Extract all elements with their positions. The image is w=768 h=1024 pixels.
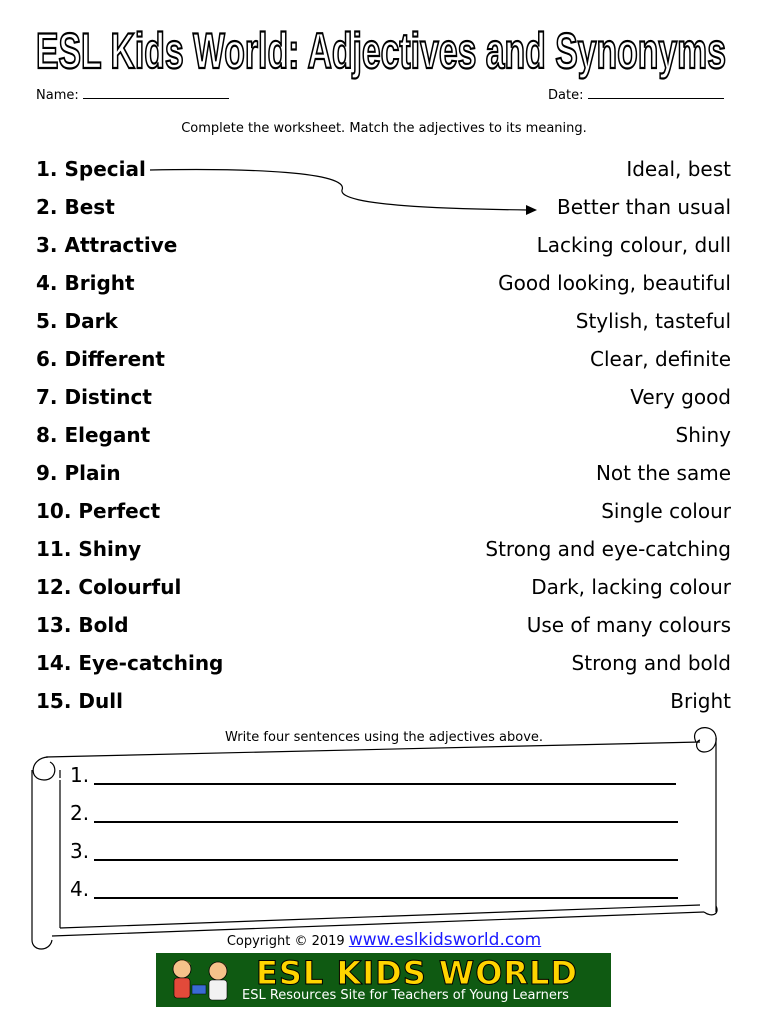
instructions: Complete the worksheet. Match the adjectives to its meaning. bbox=[181, 121, 587, 136]
site-link[interactable]: www.eslkidsworld.com bbox=[348, 930, 542, 950]
adjective-meaning[interactable]: Strong and bold bbox=[571, 651, 731, 675]
adjective-term[interactable]: 12. Colourful bbox=[36, 575, 182, 599]
adjective-meaning[interactable]: Good looking, beautiful bbox=[498, 271, 731, 295]
esl-kids-world-banner[interactable] bbox=[156, 953, 611, 1007]
adjective-meaning[interactable]: Use of many colours bbox=[526, 613, 731, 637]
sentence-number: 2. bbox=[70, 801, 90, 825]
adjective-meaning[interactable]: Stylish, tasteful bbox=[575, 309, 731, 333]
sentence-line[interactable] bbox=[70, 801, 690, 831]
date-label: Date: bbox=[548, 88, 584, 103]
adjective-meaning[interactable]: Single colour bbox=[601, 499, 731, 523]
sentence-number: 1. bbox=[70, 763, 90, 787]
sentence-line[interactable] bbox=[70, 763, 690, 793]
banner-title: ESL KIDS WORLD bbox=[256, 954, 578, 992]
sentence-blank[interactable] bbox=[94, 897, 678, 899]
adjective-term[interactable]: 3. Attractive bbox=[36, 233, 178, 257]
adjective-meaning[interactable]: Shiny bbox=[675, 423, 731, 447]
adjective-term[interactable]: 8. Elegant bbox=[36, 423, 151, 447]
adjective-meaning[interactable]: Clear, definite bbox=[590, 347, 731, 371]
copyright bbox=[0, 930, 768, 950]
adjective-term[interactable]: 5. Dark bbox=[36, 309, 118, 333]
adjective-meaning[interactable]: Very good bbox=[630, 385, 731, 409]
adjective-meaning[interactable]: Ideal, best bbox=[626, 157, 731, 181]
adjective-term[interactable]: 7. Distinct bbox=[36, 385, 152, 409]
sentence-number: 3. bbox=[70, 839, 90, 863]
adjective-term[interactable]: 10. Perfect bbox=[36, 499, 161, 523]
sentence-blank[interactable] bbox=[94, 783, 676, 785]
adjective-term[interactable]: 11. Shiny bbox=[36, 537, 142, 561]
adjective-term[interactable]: 9. Plain bbox=[36, 461, 121, 485]
title-text: ESL Kids World: Adjectives and Synonyms bbox=[36, 23, 726, 79]
sentences-instructions: Write four sentences using the adjectives above. bbox=[224, 730, 544, 745]
adjective-term[interactable]: 6. Different bbox=[36, 347, 165, 371]
adjective-meaning[interactable]: Strong and eye-catching bbox=[485, 537, 731, 561]
adjective-meaning[interactable]: Not the same bbox=[595, 461, 731, 485]
sentence-line[interactable] bbox=[70, 877, 690, 907]
banner-subtitle: ESL Resources Site for Teachers of Young Learners bbox=[242, 988, 569, 1003]
sentence-blank[interactable] bbox=[94, 859, 678, 861]
adjective-meaning[interactable]: Lacking colour, dull bbox=[536, 233, 731, 257]
copyright-text: Copyright © 2019 bbox=[226, 934, 345, 949]
adjective-meaning[interactable]: Bright bbox=[670, 689, 731, 713]
adjective-term[interactable]: 4. Bright bbox=[36, 271, 135, 295]
adjective-meaning[interactable]: Better than usual bbox=[557, 195, 731, 219]
adjective-term[interactable]: 1. Special bbox=[36, 157, 146, 181]
sentence-number: 4. bbox=[70, 877, 90, 901]
kids-illustration-icon bbox=[160, 955, 250, 1005]
adjective-term[interactable]: 15. Dull bbox=[36, 689, 123, 713]
name-label: Name: bbox=[36, 88, 79, 103]
sentence-line[interactable] bbox=[70, 839, 690, 869]
adjective-meaning[interactable]: Dark, lacking colour bbox=[531, 575, 731, 599]
sentence-blank[interactable] bbox=[94, 821, 678, 823]
adjective-term[interactable]: 2. Best bbox=[36, 195, 115, 219]
adjective-term[interactable]: 13. Bold bbox=[36, 613, 129, 637]
adjective-term[interactable]: 14. Eye-catching bbox=[36, 651, 224, 675]
